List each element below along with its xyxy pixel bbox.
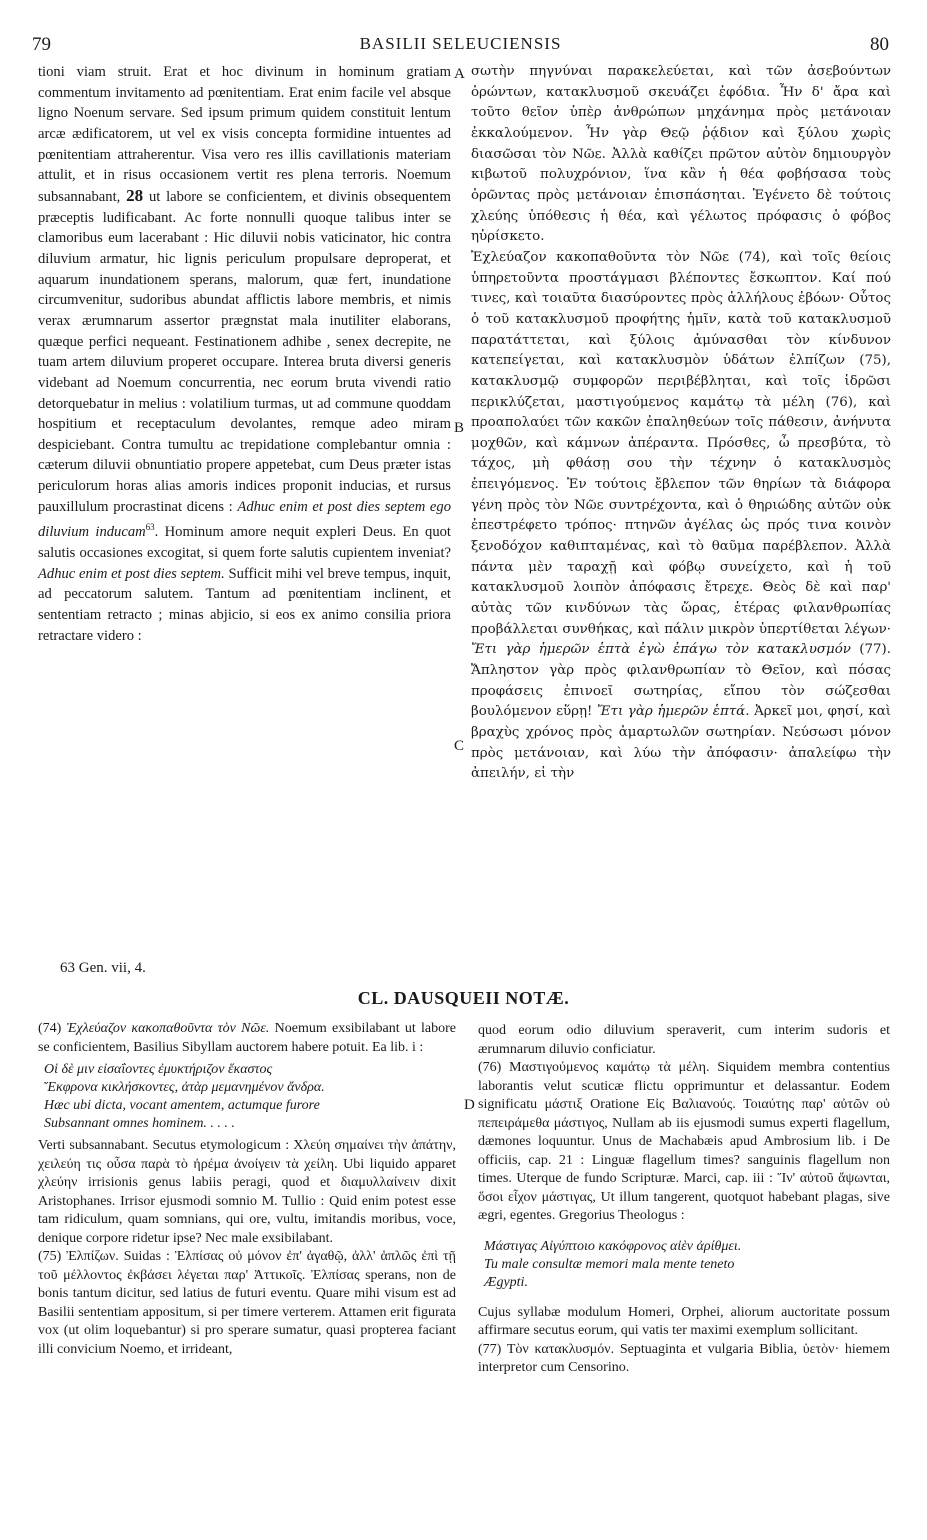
verse-greek-line: Μάστιγας Αἰγύπτοιο κακόφρονος αἰὲν ἀρίθμει. — [484, 1238, 742, 1254]
verse-latin-line-1: Tu male consultæ memori mala mente teneto — [484, 1256, 735, 1272]
greek-text-column — [471, 62, 891, 785]
margin-letter-a: A — [454, 66, 465, 82]
verse-greek-line-1: Οἱ δὲ μιν εἰσαΐοντες ἐμυκτήριζον ἕκαστος — [44, 1062, 273, 1077]
greek-quote-2: Ἔτι γὰρ ἡμερῶν ἑπτά. — [597, 704, 750, 720]
note-74 — [38, 1020, 456, 1057]
verse-latin-line-1: Hæc ubi dicta, vocant amentem, actumque furore — [44, 1098, 320, 1113]
page-number-right: 80 — [870, 34, 889, 55]
notes-right-column — [478, 1022, 890, 1378]
verse-latin-line-2: Subsannant omnes hominem. . . . . — [44, 1116, 235, 1131]
note-75-continued: quod eorum odio diluvium speraverit, cum interim sudoris et ærumnarum diluvio conficiatur. — [478, 1023, 890, 1057]
page-number-left: 79 — [32, 34, 51, 55]
greek-paragraph-1: σωτὴν πηγνύναι παρακελεύεται, καὶ τῶν ἀσεβούντων ὁρώντων, κατακλυσμοῦ σκευάζει ἐφόδια. Ἦν δ' ἄρα καὶ τοῦτο θεῖον ὑπὲρ ἀνθρώπων μηχάνημα πρὸς μετάνοιαν ἐκκαλούμενον. Ἦν γὰρ Θεῷ ῥᾴδιον καὶ ξύλου χωρὶς διασῶσαι τὸν Νῶε. Ἀλλὰ καθίζει πρῶτον αὐτὸν δημιουργὸν κιβωτοῦ πολυχρόνιον, ἵνα κἂν ἡ θέα φοβήσασα τοὺς ὁρῶντας πρὸς μετάνοιαν ἐπισπάσηται. Ἐγένετο δὲ τούτοις χλεύης ὑπόθεσις ἡ θέα, καὶ γέλωτος πρόφασις ὁ φόβος ηὑρίσκετο. — [471, 64, 891, 245]
latin-text-4: Sufficit mihi vel breve tempus, inquit, ad peccatorum salutem. Tantum ad pœnitentiam inclinent, et sententiam retracto ; minas abjicio, si eos ex animo consilia priora retractare videro : — [38, 565, 451, 644]
latin-paragraph — [38, 62, 451, 646]
greek-text-3: (77). Ἄπληστον γὰρ πρὸς φιλανθρωπίαν τὸ Θεῖον, καὶ πόσας προφάσεις ἐπινοεῖ σωτηρίας, εἴπου τὸν σώζεσθαι βουλόμενον εὕρῃ! — [471, 642, 891, 720]
greek-text-4: Ἀρκεῖ μοι, φησί, καὶ βραχὺς χρόνος πρὸς ἁμαρτωλῶν σωτηρίαν. Νεύσωσι μόνον πρὸς μετάνοιαν, καὶ λύω τὴν ἀπόφασιν· ἀπαλείφω τὴν ἀπειλήν, εἰ τὴν — [471, 704, 891, 782]
running-header — [32, 34, 889, 54]
greek-text-2: Ἐχλεύαζον κακοπαθοῦντα τὸν Νῶε (74), καὶ τοῖς θείοις ὑπηρετοῦντα προστάγμασι βλέποντες ἔσκωπτον. Καί πού τινες, καὶ τοιαῦτα διασύροντες πρὸς ἀλλήλους ἐβόων· Οὗτος ὁ τοῦ κατακλυσμοῦ προφήτης ἡμῖν, κατὰ τοῦ κατακλυσμοῦ παρατάττεται, καὶ ξύλοις ἀμύνασθαι τὸν κίνδυνον κατεπείγεται, καὶ κατακλυσμὸν ὑδάτων ἐλπίζων (75), κατακλυσμῷ συμφορῶν περιβέβληται, καὶ τοῖς ἱδρῶσι περικλύζεται, μαστιγούμενος καμάτῳ τὰ μέλη (76), καὶ προαπολαύει τῶν κακῶν ἐπαληθεύων τοῖς πάθεσιν, ἀνήνυτα μοχθῶν, καὶ κάμνων ἀπέραντα. Πρόσθες, ὦ πρεσβύτα, τὸ τάχος, μὴ φθάσῃ σου τὴν τέχνην ὁ κατακλυσμὸς ἐπειγόμενος. Ἐν τούτοις ἔβλεπον τῶν θηρίων τὰ διάφορα γένη πρὸς τὸν Νῶε συντρέχοντα, καὶ ὁ θηριώδης αὐτῶν οὐκ ἐπεστρέφετο τρόπος· πτηνῶν ἀγέλας ὡς πρός τινα κοινὸν ξενοδόχον καθιπταμένας, καὶ τὸ θαῦμα παρέβλεπον. Ἀλλὰ πάντα μὲν ταραχῇ καὶ φόβῳ συνείχετο, καὶ ἡ τοῦ κατακλυσμοῦ λοιπὸν ἀπόφασις ἔτρεχε. Θεὸς δὲ καὶ παρ' αὐτὰς τῶν κινδύνων τὰς ὥρας, ἑτέρας φιλανθρωπίας προβάλλεται συνθήκας, καὶ πάλιν μικρὸν ὑπερτίθεται λέγων· — [471, 249, 891, 637]
note-77: (77) Τὸν κατακλυσμόν. Septuaginta et vulgaria Biblia, ὑετὸν· hiemem interpretor cum Censorino. — [478, 1341, 890, 1375]
margin-letter-d: D — [464, 1097, 475, 1113]
latin-text-column — [38, 62, 451, 646]
note-76: (76) Μαστιγούμενος καμάτῳ τὰ μέλη. Siquidem membra contentius laborantis velut scuticæ flictu opprimuntur et delassantur. Eodem significatu μάστιξ Oratione Eἰς Βαλιανούς. Τοιαύτης παρ' αὐτῶν οὐ πεπειράμεθα μάστιγος, Nullam ab iis ejusmodi sumus experti flagellum, dæmones loquuntur. Unus de Machabæis apud Ambrosium lib. i De officiis, cap. 21 : Linguæ flagellum times? sanguinis flagellum non times. Uterque de fundo Scripturæ. Marci, cap. iii : Ἵν' αὐτοῦ ἅψωνται, ὅσοι εἶχον μάστιγας, Ut illum tangerent, quotquot habebant plagas, sive ægri, egentes. Gregorius Theologus : — [478, 1060, 890, 1223]
footnote: 63 Gen. vii, 4. — [60, 960, 146, 976]
latin-quote-2: Adhuc enim et post dies septem. — [38, 565, 225, 582]
verse-greek-line-2: Ἔκφρονα κικλήσκοντες, ἀτὰρ μεμανημένον ἄνδρα. — [44, 1080, 325, 1095]
notes-left-column — [38, 1020, 456, 1359]
sibyl-verse — [44, 1061, 456, 1133]
notes-title: CL. DAUSQUEII NOTÆ. — [357, 988, 570, 1008]
verse-latin-line-2: Ægypti. — [484, 1274, 528, 1290]
latin-text-3: . Hominum amore nequit expleri Deus. En quot salutis occasiones excogitat, si quem forte salutis cupientem inveniat? — [38, 524, 451, 561]
note-74-continued: Verti subsannabant. Secutus etymologicum : Χλεύη σημαίνει τὴν ἀπάτην, χειλεύη τις οὖσα παρὰ τὸ ἠρέμα ἀνοίγειν τὰ χείλη. Ubi liquido apparet χλεύην irrisionis genus labiis peragi, quod et διαμυλλαίνειν dixit Aristophanes. Irrisor ejusmodi somnio M. Tullio : Quid enim potest esse tam ridiculum, quam somnians, qui ore, vultu, imitandis moribus, voce, denique corpore ridetur ipse? Nec male exsibilabant. — [38, 1138, 456, 1246]
latin-quote-1: Adhuc enim et post dies septem ego diluvium inducam — [38, 498, 452, 541]
note-74-lemma: Ἐχλεύαζον κακοπαθοῦντα τὸν Νῶε. — [66, 1021, 270, 1036]
footnote-ref: 63 — [145, 522, 155, 533]
margin-letter-b: B — [454, 420, 465, 436]
gregory-verse — [484, 1238, 890, 1292]
greek-paragraph-2 — [471, 248, 891, 785]
margin-letter-c: C — [454, 738, 465, 754]
running-title: BASILII SELEUCIENSIS — [359, 34, 562, 53]
greek-quote-1: Ἔτι γὰρ ἡμερῶν ἑπτὰ ἐγὼ ἐπάγω τὸν κατακλυσμόν — [471, 642, 851, 658]
note-75: (75) Ἐλπίζων. Suidas : Ἐλπίσας οὐ μόνον ἐπ' ἀγαθῷ, ἀλλ' ἁπλῶς ἐπὶ τῇ τοῦ μέλλοντος ἐκβάσει λέγεται παρ' Ἀττικοῖς. Ἐλπίσας sperans, non de bonis tantum dicitur, sed latius de futuri eventu. Quare mihi visum est ad Basilii sententiam appositum, si per timere verterem. Attamen erit figurata vox (ut olim loquebantur) si pro sperare sumatur, quasi propterea faciant illi convicium Noemo, et irrideant, — [38, 1249, 456, 1357]
note-76-after: Cujus syllabæ modulum Homeri, Orphei, aliorum auctoritate possum affirmare secutus eorum, qui vatis ter maximi exemplum sollicitant. — [478, 1304, 890, 1338]
latin-text-1: tioni viam struit. Erat et hoc divinum in hominum gratiam commentum invitamento ad pœnitentiam. Erat enim facile vel absque ligno Noenum servare. Sed ipsum primum quidem constituit lentum arcæ ædificatorem, ut vel ex visis concepta formidine intuentes ad pœnitentiam attraherentur. Visa vero res illis cavillationis materiam attulit, et in risus occasionem vertit res plena terroris. Noemum subsannabant, — [38, 64, 451, 205]
sequence-number: 28 — [126, 185, 144, 205]
latin-text-2: ut labore se conficientem, et divinis obsequentem præceptis ludificabant. Ac forte nonnulli quoque talibus inter se clamoribus eum lacerabant : Hic diluvii nobis vaticinator, hic contra diluvium armatur, hic lignis periculum propulsare deproperat, et aquarum inundationem sperans, malorum, quæ fert, inundatione circumvenitur, sudoribus abundat afflictis labore membris, et nimis verax ærumnarum assertor prægnstat mala inutiliter elaborans, quæque perfici nequeant. Festinationem adhibe , senex decrepite, ne tuam artem diluvium properet occupare. Interea bruta diversi generis videbant ad Noemum concurrentia, nec eorum bruta vivendi ratio detorquebatur in melius : volatilium turmas, ut ad commune quoddam hospitium et receptaculum devolantes, remque adeo miram despiciebant. Contra tumultu ac trepidatione complebantur omnia : cæterum diluvii obnuntiatio propere appetebat, cum Deus præter istas periculorum horas alias amoris indices proponit inducias, et rursus pauxillulum procrastinat dicens : — [38, 188, 451, 515]
note-74-text: Noemum exsibilabant ut labore se conficientem, Basilius Sibyllam auctorem habere potuit. Ea lib. i : — [38, 1021, 457, 1055]
note-74-number: (74) — [38, 1021, 62, 1036]
